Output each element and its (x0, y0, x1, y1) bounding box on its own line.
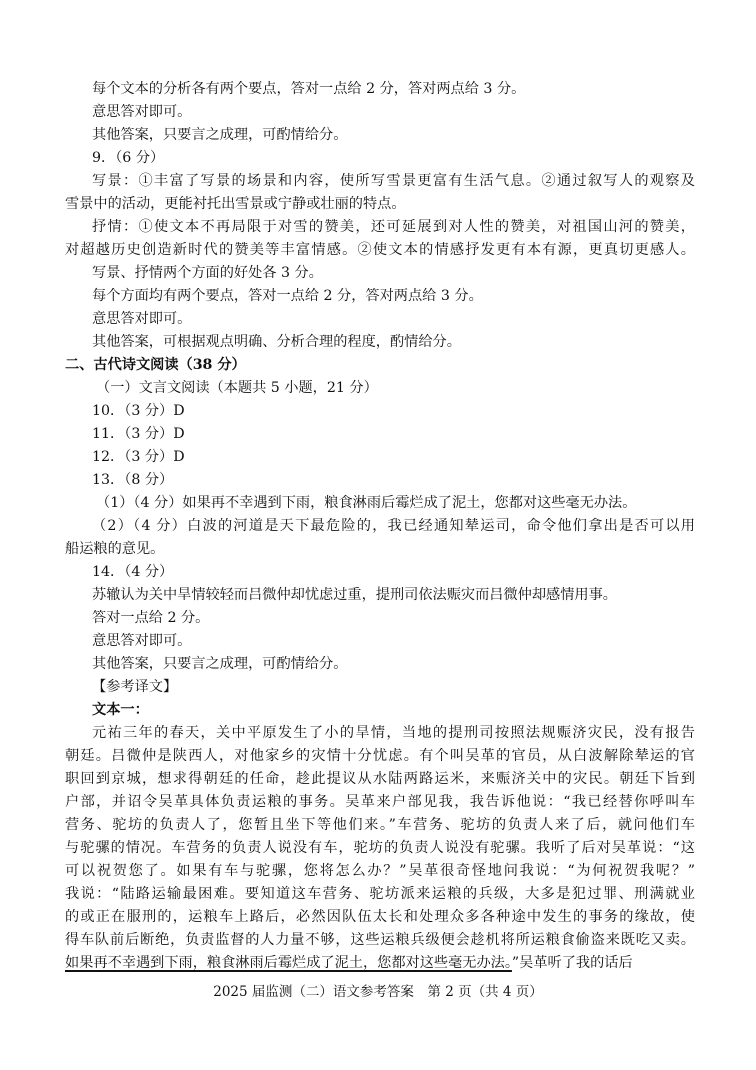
text-line: 其他答案，只要言之成理，可酌情给分。 (92, 656, 348, 672)
text-line: 抒情：①使文本不再局限于对雪的赞美，还可延展到对人性的赞美，对祖国山河的赞美， (92, 219, 695, 235)
subsection-heading: （一）文言文阅读（本题共 5 小题，21 分） (96, 380, 378, 396)
text-line: 每个方面均有两个要点，答对一点给 2 分，答对两点给 3 分。 (92, 288, 483, 304)
question-number: 9．（6 分） (92, 150, 165, 166)
translation-line: 的或正在服刑的，运粮车上路后，必然因队伍太长和处理众多各种途中发生的事务的缘故，使 (65, 909, 695, 925)
text-line: 船运粮的意见。 (65, 541, 165, 557)
answer-line: 10．（3 分）D (92, 403, 185, 419)
question-number: 14．（4 分） (92, 564, 174, 580)
translation-line: 可以祝贺您了。如果有车与驼骡，您将怎么办？”吴革很奇怪地问我说：“为何祝贺我呢？” (65, 863, 695, 879)
translation-line: 元祐三年的春天，关中平原发生了小的旱情，当地的提刑司按照法规赈济灾民，没有报告 (92, 725, 695, 741)
answer-line: （2）（4 分）白波的河道是天下最危险的，我已经通知辇运司，命令他们拿出是否可以用 (92, 518, 695, 534)
translation-line: 朝廷。吕微仲是陕西人，对他家乡的灾情十分忧虑。有个叫吴革的官员，从白波解除辇运的官 (65, 748, 695, 764)
text-line: 对超越历史创造新时代的赞美等丰富情感。②使文本的情感抒发更有本有源，更真切更感人。 (65, 242, 695, 258)
answer-line: （1）（4 分）如果再不幸遇到下雨，粮食淋雨后霉烂成了泥土，您都对这些毫无办法。 (96, 495, 637, 511)
text-line: 写景：①丰富了写景的场景和内容，使所写雪景更富有生活气息。②通过叙写人的观察及 (92, 173, 695, 189)
translation-line: 营务、驼坊的负责人了，您暂且坐下等他们来。”车营务、驼坊的负责人来了后，就问他们车 (65, 817, 695, 833)
text-line: 意思答对即可。 (92, 633, 192, 649)
section-heading: 二、古代诗文阅读（38 分） (65, 357, 246, 373)
translation-heading: 【参考译文】 (92, 679, 178, 695)
underlined-sentence: 如果再不幸遇到下雨，粮食淋雨后霉烂成了泥土，您都对这些毫无办法。 (65, 955, 512, 971)
translation-line: 户部，并诏令吴革具体负责运粮的事务。吴革来户部见我，我告诉他说：“我已经替你呼叫车 (65, 794, 695, 810)
text-line: 答对一点给 2 分。 (92, 610, 210, 626)
translation-line: 与驼骡的情况。车营务的负责人说没有车，驼坊的负责人说没有驼骡。我听了后对吴革说：“这 (65, 840, 695, 856)
page-footer: 2025 届监测（二）语文参考答案 第 2 页（共 4 页） (213, 984, 543, 1000)
text-line: 意思答对即可。 (92, 104, 192, 120)
text-line: 每个文本的分析各有两个要点，答对一点给 2 分，答对两点给 3 分。 (92, 81, 526, 97)
text-line: 雪景中的活动，更能衬托出雪景或宁静或壮丽的特点。 (65, 196, 406, 212)
answer-line: 11．（3 分）D (92, 426, 185, 442)
question-number: 13．（8 分） (92, 472, 174, 488)
answer-line: 苏辙认为关中旱情较轻而吕微仲却忧虑过重，提刑司依法赈灾而吕微仲却感情用事。 (92, 587, 617, 603)
answer-line: 12．（3 分）D (92, 449, 185, 465)
text-line: 其他答案，可根据观点明确、分析合理的程度，酌情给分。 (92, 334, 461, 350)
translation-line: 得车队前后断绝，负责监督的人力量不够，这些运粮兵级便会趁机将所运粮食偷盗来既吃又卖。 (65, 932, 695, 948)
text-heading: 文本一： (92, 702, 149, 718)
text-line: 写景、抒情两个方面的好处各 3 分。 (92, 265, 323, 281)
translation-line: 职回到京城，想求得朝廷的任命，趁此提议从水陆两路运米，来赈济关中的灾民。朝廷下旨到 (65, 771, 695, 787)
translation-line (65, 953, 695, 973)
text-line: 其他答案，只要言之成理，可酌情给分。 (92, 127, 348, 143)
translation-line: 我说：“陆路运输最困难。要知道这车营务、驼坊派来运粮的兵级，大多是犯过罪、刑满就业 (65, 886, 695, 902)
translation-tail: ”吴革听了我的话后 (511, 955, 633, 971)
text-line: 意思答对即可。 (92, 311, 192, 327)
